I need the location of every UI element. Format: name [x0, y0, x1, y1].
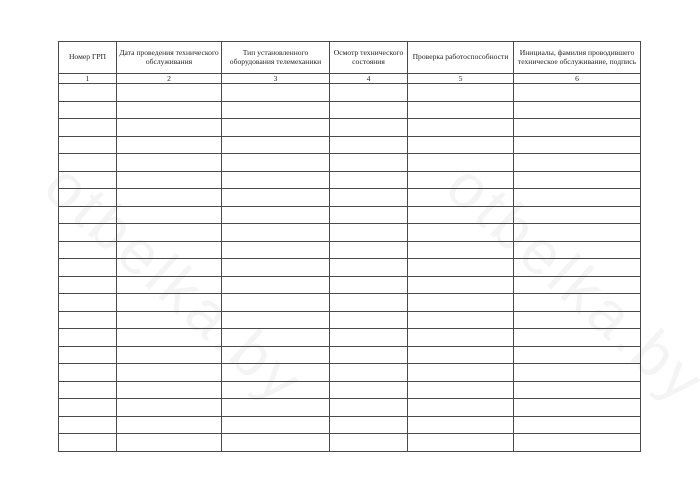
table-body	[59, 84, 641, 452]
table-cell	[330, 224, 408, 242]
table-cell	[117, 276, 222, 294]
table-cell	[514, 136, 641, 154]
table-cell	[59, 434, 117, 452]
table-cell	[330, 399, 408, 417]
table-cell	[59, 171, 117, 189]
table-cell	[117, 434, 222, 452]
header-inspection: Осмотр технического состояния	[330, 42, 408, 74]
table-cell	[330, 276, 408, 294]
table-cell	[222, 434, 330, 452]
table-cell	[408, 416, 514, 434]
table-cell	[408, 346, 514, 364]
table-cell	[117, 136, 222, 154]
table-cell	[514, 119, 641, 137]
column-number: 6	[514, 74, 641, 84]
table-cell	[514, 381, 641, 399]
table-cell	[408, 241, 514, 259]
table-cell	[117, 119, 222, 137]
table-cell	[330, 84, 408, 102]
header-signature: Инициалы, фамилия проводившего техническое обслуживание, подпись	[514, 42, 641, 74]
table-row	[59, 101, 641, 119]
table-cell	[222, 294, 330, 312]
table-cell	[408, 189, 514, 207]
table-row	[59, 346, 641, 364]
table-cell	[330, 136, 408, 154]
table-cell	[59, 399, 117, 417]
table-cell	[330, 329, 408, 347]
table-cell	[117, 101, 222, 119]
table-cell	[117, 381, 222, 399]
column-number: 3	[222, 74, 330, 84]
column-number-row	[59, 74, 641, 84]
table-row	[59, 311, 641, 329]
table-cell	[408, 434, 514, 452]
table-row	[59, 84, 641, 102]
column-number: 5	[408, 74, 514, 84]
table-cell	[59, 189, 117, 207]
table-cell	[59, 101, 117, 119]
table-cell	[222, 241, 330, 259]
table-cell	[514, 241, 641, 259]
table-cell	[408, 224, 514, 242]
table-cell	[408, 171, 514, 189]
table-cell	[59, 136, 117, 154]
table-cell	[330, 189, 408, 207]
table-cell	[117, 206, 222, 224]
maintenance-log-table	[58, 41, 641, 452]
table-cell	[408, 381, 514, 399]
table-cell	[408, 399, 514, 417]
header-equipment-type: Тип установленного оборудования телемеханики	[222, 42, 330, 74]
table-cell	[408, 119, 514, 137]
table-cell	[408, 259, 514, 277]
table-cell	[408, 276, 514, 294]
table-cell	[408, 154, 514, 172]
table-cell	[117, 171, 222, 189]
table-cell	[222, 276, 330, 294]
table-cell	[514, 101, 641, 119]
table-cell	[117, 329, 222, 347]
table-cell	[514, 259, 641, 277]
table-row	[59, 434, 641, 452]
table-cell	[514, 224, 641, 242]
table-row	[59, 329, 641, 347]
table-cell	[117, 189, 222, 207]
table-cell	[59, 241, 117, 259]
table-cell	[330, 346, 408, 364]
column-number: 2	[117, 74, 222, 84]
table-cell	[222, 346, 330, 364]
table-cell	[222, 329, 330, 347]
table-cell	[222, 381, 330, 399]
table-cell	[330, 364, 408, 382]
table-row	[59, 171, 641, 189]
header-functionality-check: Проверка работоспособности	[408, 42, 514, 74]
table-row	[59, 136, 641, 154]
table-cell	[59, 294, 117, 312]
table-row	[59, 241, 641, 259]
table-cell	[330, 171, 408, 189]
table-cell	[408, 311, 514, 329]
table-cell	[330, 259, 408, 277]
table-cell	[59, 206, 117, 224]
table-row	[59, 259, 641, 277]
table-cell	[222, 364, 330, 382]
table-cell	[222, 101, 330, 119]
table-cell	[514, 434, 641, 452]
table-row	[59, 189, 641, 207]
table-cell	[59, 154, 117, 172]
table-row	[59, 364, 641, 382]
table-cell	[222, 206, 330, 224]
table-cell	[59, 364, 117, 382]
table-cell	[117, 241, 222, 259]
table-cell	[59, 311, 117, 329]
table-cell	[330, 154, 408, 172]
table-cell	[514, 171, 641, 189]
table-cell	[222, 189, 330, 207]
table-cell	[59, 224, 117, 242]
table-cell	[408, 294, 514, 312]
table-cell	[330, 101, 408, 119]
table-cell	[330, 381, 408, 399]
table-cell	[514, 189, 641, 207]
table-cell	[514, 206, 641, 224]
column-number: 1	[59, 74, 117, 84]
header-maintenance-date: Дата проведения технического обслуживания	[117, 42, 222, 74]
table-cell	[514, 84, 641, 102]
table-cell	[222, 84, 330, 102]
table-cell	[222, 171, 330, 189]
table-row	[59, 206, 641, 224]
table-cell	[59, 259, 117, 277]
header-grp-number: Номер ГРП	[59, 42, 117, 74]
table-row	[59, 276, 641, 294]
table-cell	[408, 136, 514, 154]
table-cell	[222, 259, 330, 277]
table-cell	[514, 294, 641, 312]
table-cell	[117, 154, 222, 172]
table-row	[59, 399, 641, 417]
table-cell	[222, 224, 330, 242]
table-cell	[117, 294, 222, 312]
table-cell	[514, 399, 641, 417]
table-cell	[59, 381, 117, 399]
table-cell	[117, 399, 222, 417]
table-cell	[222, 119, 330, 137]
table-cell	[408, 206, 514, 224]
table-cell	[514, 329, 641, 347]
table-row	[59, 154, 641, 172]
table-cell	[408, 364, 514, 382]
table-cell	[117, 259, 222, 277]
table-cell	[117, 311, 222, 329]
table-cell	[408, 101, 514, 119]
table-cell	[222, 136, 330, 154]
table-cell	[330, 241, 408, 259]
table-cell	[514, 346, 641, 364]
table-cell	[330, 311, 408, 329]
table-cell	[514, 416, 641, 434]
table-row	[59, 119, 641, 137]
table-cell	[117, 364, 222, 382]
table-cell	[117, 224, 222, 242]
table-cell	[117, 346, 222, 364]
column-number: 4	[330, 74, 408, 84]
table-cell	[222, 416, 330, 434]
table-cell	[222, 399, 330, 417]
table-cell	[59, 329, 117, 347]
table-row	[59, 416, 641, 434]
table-cell	[330, 119, 408, 137]
table-cell	[408, 329, 514, 347]
table-cell	[330, 434, 408, 452]
table-cell	[59, 346, 117, 364]
table-cell	[330, 416, 408, 434]
table-cell	[59, 84, 117, 102]
table-row	[59, 381, 641, 399]
table-cell	[514, 311, 641, 329]
table-cell	[117, 84, 222, 102]
table-cell	[514, 276, 641, 294]
table-cell	[117, 416, 222, 434]
table-cell	[408, 84, 514, 102]
table-cell	[222, 311, 330, 329]
table-cell	[514, 154, 641, 172]
table-cell	[222, 154, 330, 172]
table-cell	[59, 119, 117, 137]
table-row	[59, 294, 641, 312]
table-cell	[330, 206, 408, 224]
table-cell	[330, 294, 408, 312]
table-cell	[59, 276, 117, 294]
table-cell	[59, 416, 117, 434]
table-row	[59, 224, 641, 242]
table-cell	[514, 364, 641, 382]
header-row	[59, 42, 641, 74]
